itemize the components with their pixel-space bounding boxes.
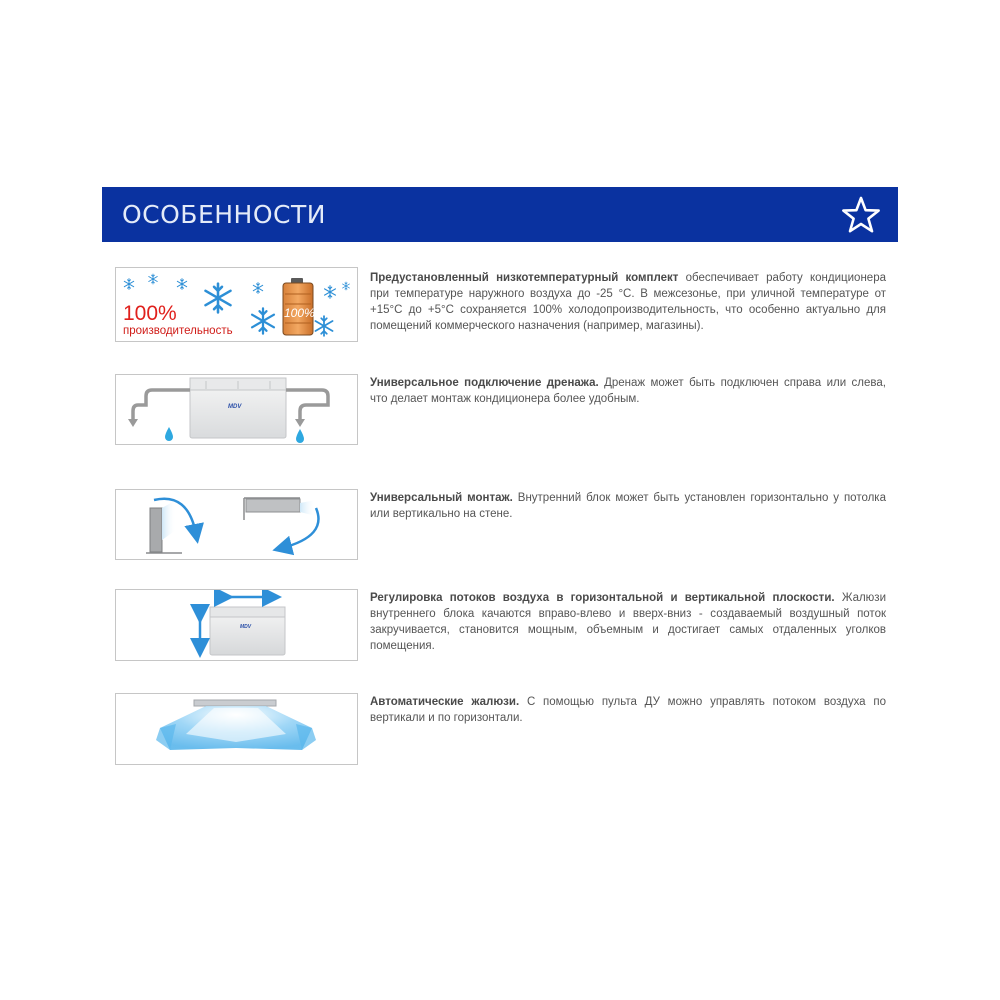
indoor-unit-icon	[190, 378, 286, 438]
ceiling-unit-icon	[244, 498, 316, 520]
performance-percent: 100%	[123, 302, 177, 325]
feature-description	[370, 490, 886, 522]
drainage-illustration	[115, 374, 358, 445]
feature-title: Автоматические жалюзи.	[370, 696, 520, 708]
feature-description	[370, 694, 886, 726]
feature-title: Универсальное подключение дренажа.	[370, 377, 599, 389]
feature-title: Универсальный монтаж.	[370, 492, 513, 504]
indoor-unit-icon	[210, 607, 285, 655]
low-temp-kit-illustration	[115, 267, 358, 342]
brand-logo: MDV	[228, 404, 242, 410]
feature-description	[370, 270, 886, 334]
section-title: ОСОБЕННОСТИ	[122, 200, 326, 229]
feature-body: Дренаж может быть подключен справа или слева, что делает монтаж кондиционера более удобным.	[370, 377, 886, 405]
feature-body: Внутренний блок может быть установлен горизонтально у потолка или вертикально на стене.	[370, 492, 886, 520]
performance-caption: производительность	[123, 325, 233, 337]
battery-icon	[283, 278, 315, 335]
feature-description	[370, 590, 886, 654]
feature-body: Жалюзи внутреннего блока качаются вправо-влево и вверх-вниз - создаваемый воздушный поток закручивается, становится мощным, объемным и достигает самых отдаленных уголков помещения.	[370, 592, 887, 652]
feature-body: С помощью пульта ДУ можно управлять потоком воздуха по вертикали и по горизонтали.	[370, 696, 886, 724]
mounting-illustration	[115, 489, 358, 560]
louver-icon	[194, 700, 276, 706]
svg-text:MDV: MDV	[240, 624, 252, 630]
water-drop-icon	[296, 429, 304, 443]
airflow-regulation-illustration	[115, 589, 358, 661]
feature-title: Регулировка потоков воздуха в горизонтальной и вертикальной плоскости.	[370, 592, 835, 604]
star-outline-icon	[841, 195, 881, 235]
section-banner	[102, 187, 898, 242]
feature-description	[370, 375, 886, 407]
water-drop-icon	[165, 427, 173, 441]
battery-label: 100%	[284, 306, 315, 320]
wall-unit-icon	[146, 500, 182, 553]
auto-louvers-illustration	[115, 693, 358, 765]
feature-title: Предустановленный низкотемпературный комплект	[370, 272, 679, 284]
feature-body: обеспечивает работу кондиционера при температуре наружного воздуха до -25 °C. В межсезонье, при уличной температуре от +15°C до +5°C сохраняется 100% холодопроизводительность, что особенно актуально для помещений коммерческого назначения (например, магазины).	[370, 272, 886, 332]
